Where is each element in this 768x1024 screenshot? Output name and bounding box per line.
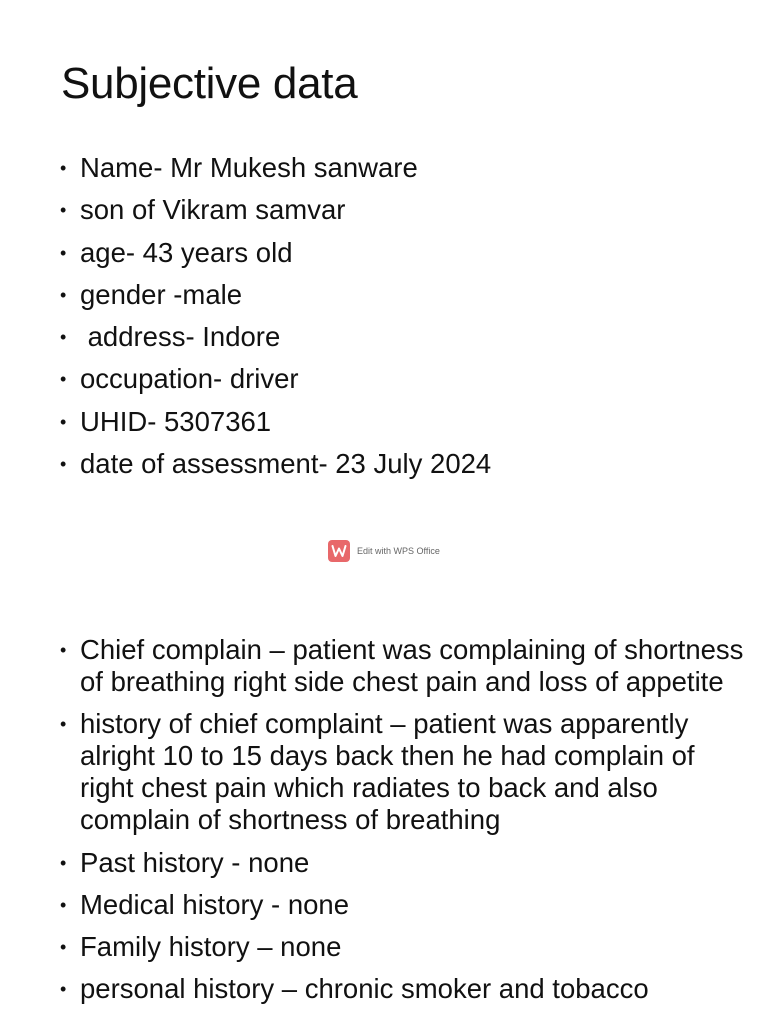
list-item (58, 321, 748, 353)
wps-watermark[interactable] (328, 540, 440, 562)
bullet-icon: • (60, 284, 67, 305)
list-item-text: age- 43 years old (80, 236, 293, 268)
bullet-icon: • (60, 454, 67, 475)
bullet-icon: • (60, 640, 67, 660)
list-item (58, 363, 748, 395)
history-list (58, 634, 752, 1016)
bullet-icon: • (60, 979, 67, 1000)
list-item-text: occupation- driver (80, 363, 299, 395)
page-title: Subjective data (61, 59, 358, 108)
bullet-icon: • (60, 411, 67, 432)
bullet-icon: • (60, 852, 67, 873)
list-item (58, 152, 748, 184)
list-item (58, 634, 752, 698)
wps-w-glyph-icon (331, 544, 347, 558)
bullet-icon: • (60, 937, 67, 958)
list-item-text: Name- Mr Mukesh sanware (80, 152, 418, 183)
list-item (58, 889, 748, 921)
list-item-text: date of assessment- 23 July 2024 (80, 448, 492, 480)
list-item (58, 973, 748, 1005)
list-item-text: UHID- 5307361 (80, 405, 272, 437)
bullet-icon: • (60, 894, 67, 915)
list-item (58, 708, 748, 836)
list-item-text: history of chief complaint – patient was apparently alright 10 to 15 days back then he had complain of right chest pain which radiates to back and also complain of shortness of breathing (80, 708, 703, 836)
bullet-icon: • (60, 714, 67, 735)
list-item (58, 406, 748, 438)
list-item-text: Family history – none (80, 931, 342, 963)
demographics-list (58, 152, 748, 490)
bullet-icon: • (60, 242, 67, 263)
list-item-text: gender -male (80, 278, 243, 310)
list-item (58, 847, 748, 879)
list-item (58, 237, 748, 269)
bullet-icon: • (60, 369, 67, 390)
wps-office-logo-icon (328, 540, 350, 562)
list-item-text: son of Vikram samvar (80, 194, 346, 226)
bullet-icon: • (60, 158, 67, 178)
list-item (58, 448, 748, 480)
list-item-text: personal history – chronic smoker and tobacco (80, 973, 649, 1005)
bullet-icon: • (60, 200, 67, 221)
list-item-text: Past history - none (80, 846, 310, 878)
list-item-text: address- Indore (80, 321, 281, 353)
list-item-text: Chief complain – patient was complaining of shortness of breathing right side chest pain and loss of appetite (80, 634, 752, 697)
list-item-text: Medical history - none (80, 888, 350, 920)
bullet-icon: • (60, 327, 67, 348)
wps-watermark-text: Edit with WPS Office (357, 546, 440, 556)
list-item (58, 194, 748, 226)
list-item (58, 279, 748, 311)
list-item (58, 931, 748, 963)
